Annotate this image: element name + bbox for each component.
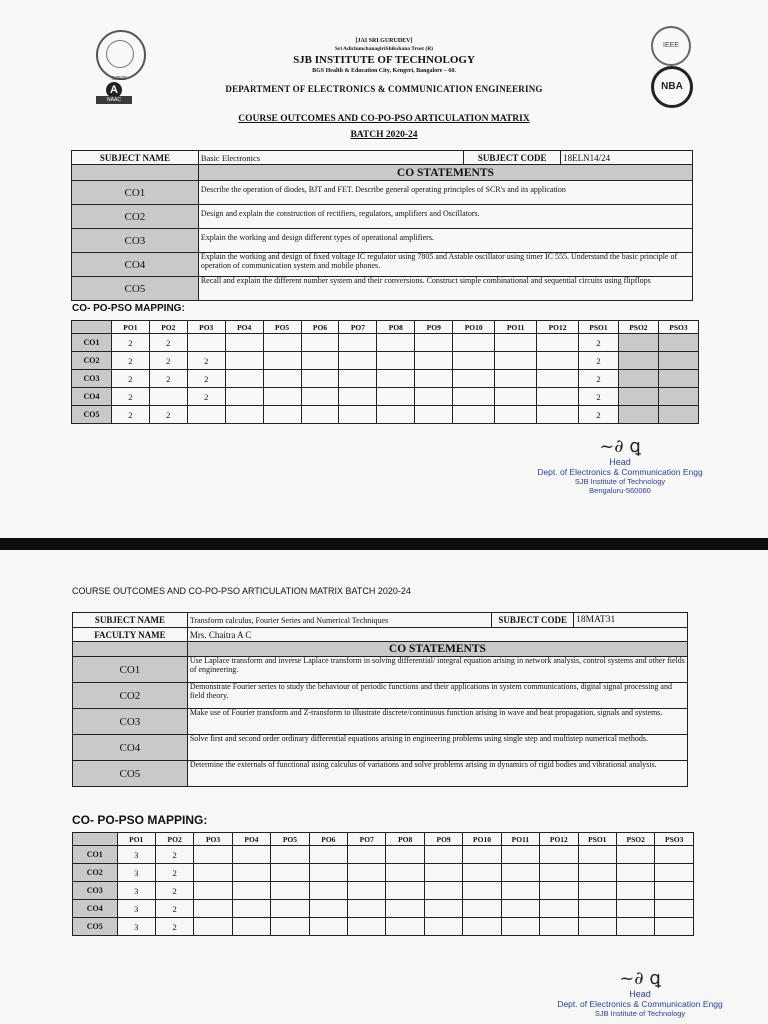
co-label: CO4	[72, 253, 199, 277]
table-row: CO4 3 2	[73, 900, 694, 918]
department-name: DEPARTMENT OF ELECTRONICS & COMMUNICATION ENGINEERING	[225, 84, 543, 94]
co-label: CO3	[73, 709, 188, 735]
header-po3: PO3	[194, 833, 232, 846]
naac-logo: A NAAC	[96, 82, 132, 106]
header-pso3: PSO3	[655, 833, 694, 846]
header-po6: PO6	[309, 833, 347, 846]
faculty-name-value: Mrs. Chaitra A C	[187, 628, 687, 642]
co-statement: Demonstrate Fourier series to study the behaviour of periodic functions and their applications in system communications, digital signal processing and field theory.	[187, 683, 687, 709]
co-statement: Determine the externals of functional using calculus of variations and solve problems arising in dynamics of rigid bodies and vibrational analysis.	[187, 761, 687, 787]
header-po11: PO11	[501, 833, 539, 846]
co-label: CO1	[73, 657, 188, 683]
header-po7: PO7	[348, 833, 386, 846]
subject-name-label: SUBJECT NAME	[73, 613, 188, 628]
co-label: CO4	[73, 735, 188, 761]
table-row: CO3 2 2 2 2	[72, 370, 699, 388]
co-statement: Explain the working and design of fixed voltage IC regulator using 7805 and Astable oscillator using timer IC 555. Understand the basic principle of operation of communication system and mobile phones.	[198, 253, 692, 277]
header-po3: PO3	[187, 321, 225, 334]
document-title: COURSE OUTCOMES AND CO-PO-PSO ARTICULATION MATRIX	[238, 114, 530, 124]
signature-mark: ~∂ ꝗ	[599, 436, 641, 457]
header-po2: PO2	[149, 321, 187, 334]
co-po-pso-mapping-table	[71, 320, 699, 424]
co-statement: Explain the working and design different types of operational amplifiers.	[198, 229, 692, 253]
table-row: CO5 3 2	[73, 918, 694, 936]
institute-name: SJB INSTITUTE OF TECHNOLOGY	[293, 54, 475, 66]
header-po4: PO4	[225, 321, 263, 334]
co-statement: Make use of Fourier transform and Z-transform to illustrate discrete/continuous function arising in wave and heat propagation, signals and systems.	[187, 709, 687, 735]
subject-code-value: 18ELN14/24	[561, 151, 693, 165]
table-row: CO2 3 2	[73, 864, 694, 882]
page-divider	[0, 538, 768, 550]
co-statement: Solve first and second order ordinary differential equations arising in engineering problems using single step and multistep numerical methods.	[187, 735, 687, 761]
mapping-title: CO- PO-PSO MAPPING:	[72, 303, 185, 314]
table-row: CO3 3 2	[73, 882, 694, 900]
co-statements-heading: CO STATEMENTS	[198, 165, 692, 181]
header-motto: [JAI SRI GURUDEV]	[355, 38, 413, 44]
subject-name-label: SUBJECT NAME	[72, 151, 199, 165]
header-po12: PO12	[540, 833, 578, 846]
header-po5: PO5	[263, 321, 301, 334]
table-row: CO1 2 2 2	[72, 334, 699, 352]
faculty-name-label: FACULTY NAME	[73, 628, 188, 642]
mapping-title: CO- PO-PSO MAPPING:	[72, 813, 208, 827]
header-po1: PO1	[117, 833, 155, 846]
document-title: COURSE OUTCOMES AND CO-PO-PSO ARTICULATION MATRIX BATCH 2020-24	[72, 586, 411, 596]
table-row: CO1 3 2	[73, 846, 694, 864]
header-po2: PO2	[155, 833, 193, 846]
institute-address: BGS Health & Education City, Kengeri, Bangalore – 60.	[312, 68, 456, 74]
header-pso1: PSO1	[578, 321, 618, 334]
header-pso2: PSO2	[618, 321, 658, 334]
document-page-2	[0, 550, 768, 1024]
co-po-pso-mapping-table	[72, 832, 694, 936]
co-statements-table	[71, 150, 693, 301]
co-statement: Recall and explain the different number system and their conversions. Construct simple combinational and sequential circuits using flipflops	[198, 277, 692, 301]
header-po5: PO5	[271, 833, 309, 846]
header-po8: PO8	[386, 833, 424, 846]
header-po10: PO10	[453, 321, 495, 334]
header-po1: PO1	[111, 321, 149, 334]
header-po9: PO9	[415, 321, 453, 334]
header-po10: PO10	[463, 833, 501, 846]
header-po6: PO6	[301, 321, 339, 334]
co-label: CO2	[72, 205, 199, 229]
signature-mark: ~∂ ꝗ	[619, 968, 661, 989]
co-statements-table	[72, 612, 688, 787]
header-po4: PO4	[232, 833, 270, 846]
co-statements-heading: CO STATEMENTS	[187, 642, 687, 657]
header-pso3: PSO3	[658, 321, 698, 334]
head-signature-block: ~∂ ꝗ Head Dept. of Electronics & Communication Engg SJB Institute of Technology	[550, 968, 730, 1018]
head-signature-block: ~∂ ꝗ Head Dept. of Electronics & Communication Engg SJB Institute of Technology Bengaluru-560060	[530, 436, 710, 495]
co-label: CO3	[72, 229, 199, 253]
co-label: CO5	[73, 761, 188, 787]
co-statement: Describe the operation of diodes, BJT and FET. Describe general operating principles of SCR's and its application	[198, 181, 692, 205]
nba-logo: NBA	[651, 66, 693, 108]
header-po9: PO9	[424, 833, 462, 846]
co-statement: Use Laplace transform and inverse Laplace transform in solving differential/ integral equation arising in network analysis, control systems and other fields of engineering.	[187, 657, 687, 683]
co-label: CO2	[73, 683, 188, 709]
header-po12: PO12	[537, 321, 579, 334]
header-pso2: PSO2	[616, 833, 654, 846]
header-trust: Sri AdichunchanagiriShikshana Trust (R)	[334, 46, 434, 52]
header-po7: PO7	[339, 321, 377, 334]
header-po11: PO11	[495, 321, 537, 334]
batch-title: BATCH 2020-24	[350, 130, 418, 140]
table-row: CO2 2 2 2 2	[72, 352, 699, 370]
header-po8: PO8	[377, 321, 415, 334]
co-statement: Design and explain the construction of rectifiers, regulators, amplifiers and Oscillators.	[198, 205, 692, 229]
subject-code-label: SUBJECT CODE	[464, 151, 561, 165]
co-label: CO1	[72, 181, 199, 205]
subject-code-value: 18MAT31	[574, 613, 688, 628]
institute-logo-label: SJBIT	[111, 76, 127, 82]
ieee-logo: IEEE	[651, 26, 691, 66]
subject-code-label: SUBJECT CODE	[492, 613, 574, 628]
subject-name-value: Transform calculus, Fourier Series and Numerical Techniques	[187, 613, 491, 628]
subject-name-value: Basic Electronics	[198, 151, 463, 165]
co-label: CO5	[72, 277, 199, 301]
table-row: CO5 2 2 2	[72, 406, 699, 424]
header-pso1: PSO1	[578, 833, 616, 846]
table-row: CO4 2 2 2	[72, 388, 699, 406]
